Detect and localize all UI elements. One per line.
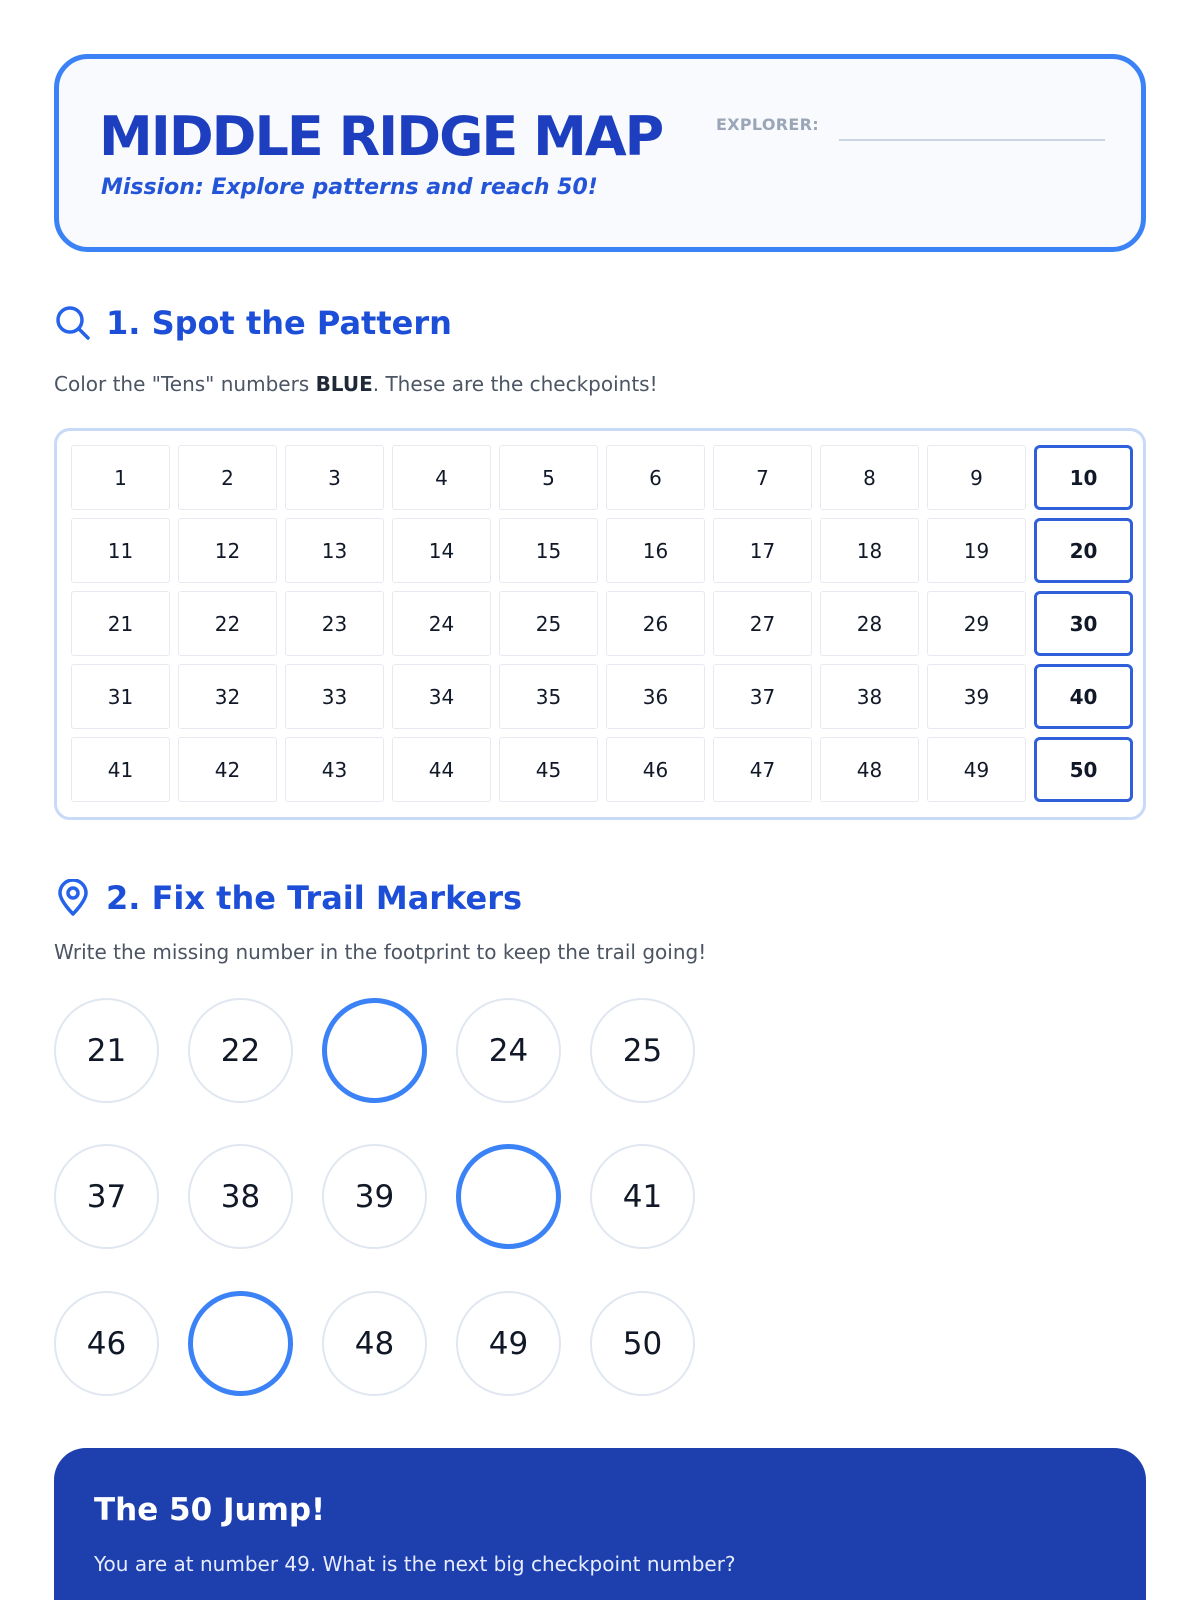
grid-cell[interactable]: 41 [71,737,170,802]
grid-cell[interactable]: 48 [820,737,919,802]
search-icon [54,304,92,342]
trail-footprint: 48 [322,1291,427,1396]
grid-cell[interactable]: 3 [285,445,384,510]
section-2-title: 2. Fix the Trail Markers [106,879,523,917]
grid-cell[interactable]: 45 [499,737,598,802]
jump-panel [54,1448,1146,1600]
explorer-label: EXPLORER: [716,115,819,134]
mission-subtitle: Mission: Explore patterns and reach 50! [101,175,598,200]
grid-cell[interactable]: 2 [178,445,277,510]
checkpoint-cell[interactable]: 40 [1034,664,1133,729]
trail-footprint: 37 [54,1144,159,1249]
trail-footprint: 49 [456,1291,561,1396]
missing-footprint[interactable] [188,1291,293,1396]
grid-cell[interactable]: 14 [392,518,491,583]
map-pin-icon [54,879,92,917]
grid-cell[interactable]: 8 [820,445,919,510]
trail-row [54,998,695,1103]
trail-footprint: 22 [188,998,293,1103]
jump-question: You are at number 49. What is the next big checkpoint number? [94,1552,736,1576]
grid-cell[interactable]: 19 [927,518,1026,583]
explorer-name-line[interactable] [839,139,1105,141]
grid-cell[interactable]: 26 [606,591,705,656]
checkpoint-cell[interactable]: 10 [1034,445,1133,510]
checkpoint-cell[interactable]: 20 [1034,518,1133,583]
missing-footprint[interactable] [322,998,427,1103]
number-grid [71,445,1133,802]
grid-cell[interactable]: 43 [285,737,384,802]
section-2-heading [54,879,522,917]
grid-cell[interactable]: 35 [499,664,598,729]
section-2-instruction: Write the missing number in the footprint to keep the trail going! [54,940,707,964]
grid-cell[interactable]: 24 [392,591,491,656]
trail-footprint: 38 [188,1144,293,1249]
jump-title: The 50 Jump! [94,1492,326,1528]
grid-cell[interactable]: 18 [820,518,919,583]
grid-cell[interactable]: 27 [713,591,812,656]
checkpoint-cell[interactable]: 50 [1034,737,1133,802]
trail-footprint: 41 [590,1144,695,1249]
grid-cell[interactable]: 23 [285,591,384,656]
grid-cell[interactable]: 31 [71,664,170,729]
header-card [54,54,1146,252]
trail-footprint: 21 [54,998,159,1103]
section-1-instruction: Color the "Tens" numbers BLUE. These are the checkpoints! [54,372,658,396]
grid-cell[interactable]: 4 [392,445,491,510]
trail-footprint: 50 [590,1291,695,1396]
grid-cell[interactable]: 32 [178,664,277,729]
grid-cell[interactable]: 37 [713,664,812,729]
grid-cell[interactable]: 25 [499,591,598,656]
grid-cell[interactable]: 21 [71,591,170,656]
grid-cell[interactable]: 29 [927,591,1026,656]
grid-cell[interactable]: 28 [820,591,919,656]
grid-cell[interactable]: 36 [606,664,705,729]
grid-cell[interactable]: 47 [713,737,812,802]
grid-cell[interactable]: 9 [927,445,1026,510]
trail-footprint: 24 [456,998,561,1103]
grid-cell[interactable]: 34 [392,664,491,729]
grid-cell[interactable]: 11 [71,518,170,583]
grid-cell[interactable]: 7 [713,445,812,510]
grid-cell[interactable]: 1 [71,445,170,510]
grid-cell[interactable]: 22 [178,591,277,656]
grid-cell[interactable]: 13 [285,518,384,583]
grid-cell[interactable]: 38 [820,664,919,729]
grid-cell[interactable]: 42 [178,737,277,802]
checkpoint-cell[interactable]: 30 [1034,591,1133,656]
trail-footprint: 46 [54,1291,159,1396]
grid-cell[interactable]: 33 [285,664,384,729]
grid-cell[interactable]: 5 [499,445,598,510]
grid-cell[interactable]: 49 [927,737,1026,802]
grid-cell[interactable]: 15 [499,518,598,583]
trail-footprint: 25 [590,998,695,1103]
grid-cell[interactable]: 16 [606,518,705,583]
section-1-heading [54,304,452,342]
grid-cell[interactable]: 44 [392,737,491,802]
hundred-chart [54,428,1146,820]
grid-cell[interactable]: 46 [606,737,705,802]
grid-cell[interactable]: 17 [713,518,812,583]
trail-row [54,1144,695,1249]
grid-cell[interactable]: 39 [927,664,1026,729]
missing-footprint[interactable] [456,1144,561,1249]
page-title: MIDDLE RIDGE MAP [99,105,663,168]
trail-footprint: 39 [322,1144,427,1249]
trail-row [54,1291,695,1396]
section-1-title: 1. Spot the Pattern [106,304,452,342]
grid-cell[interactable]: 12 [178,518,277,583]
grid-cell[interactable]: 6 [606,445,705,510]
